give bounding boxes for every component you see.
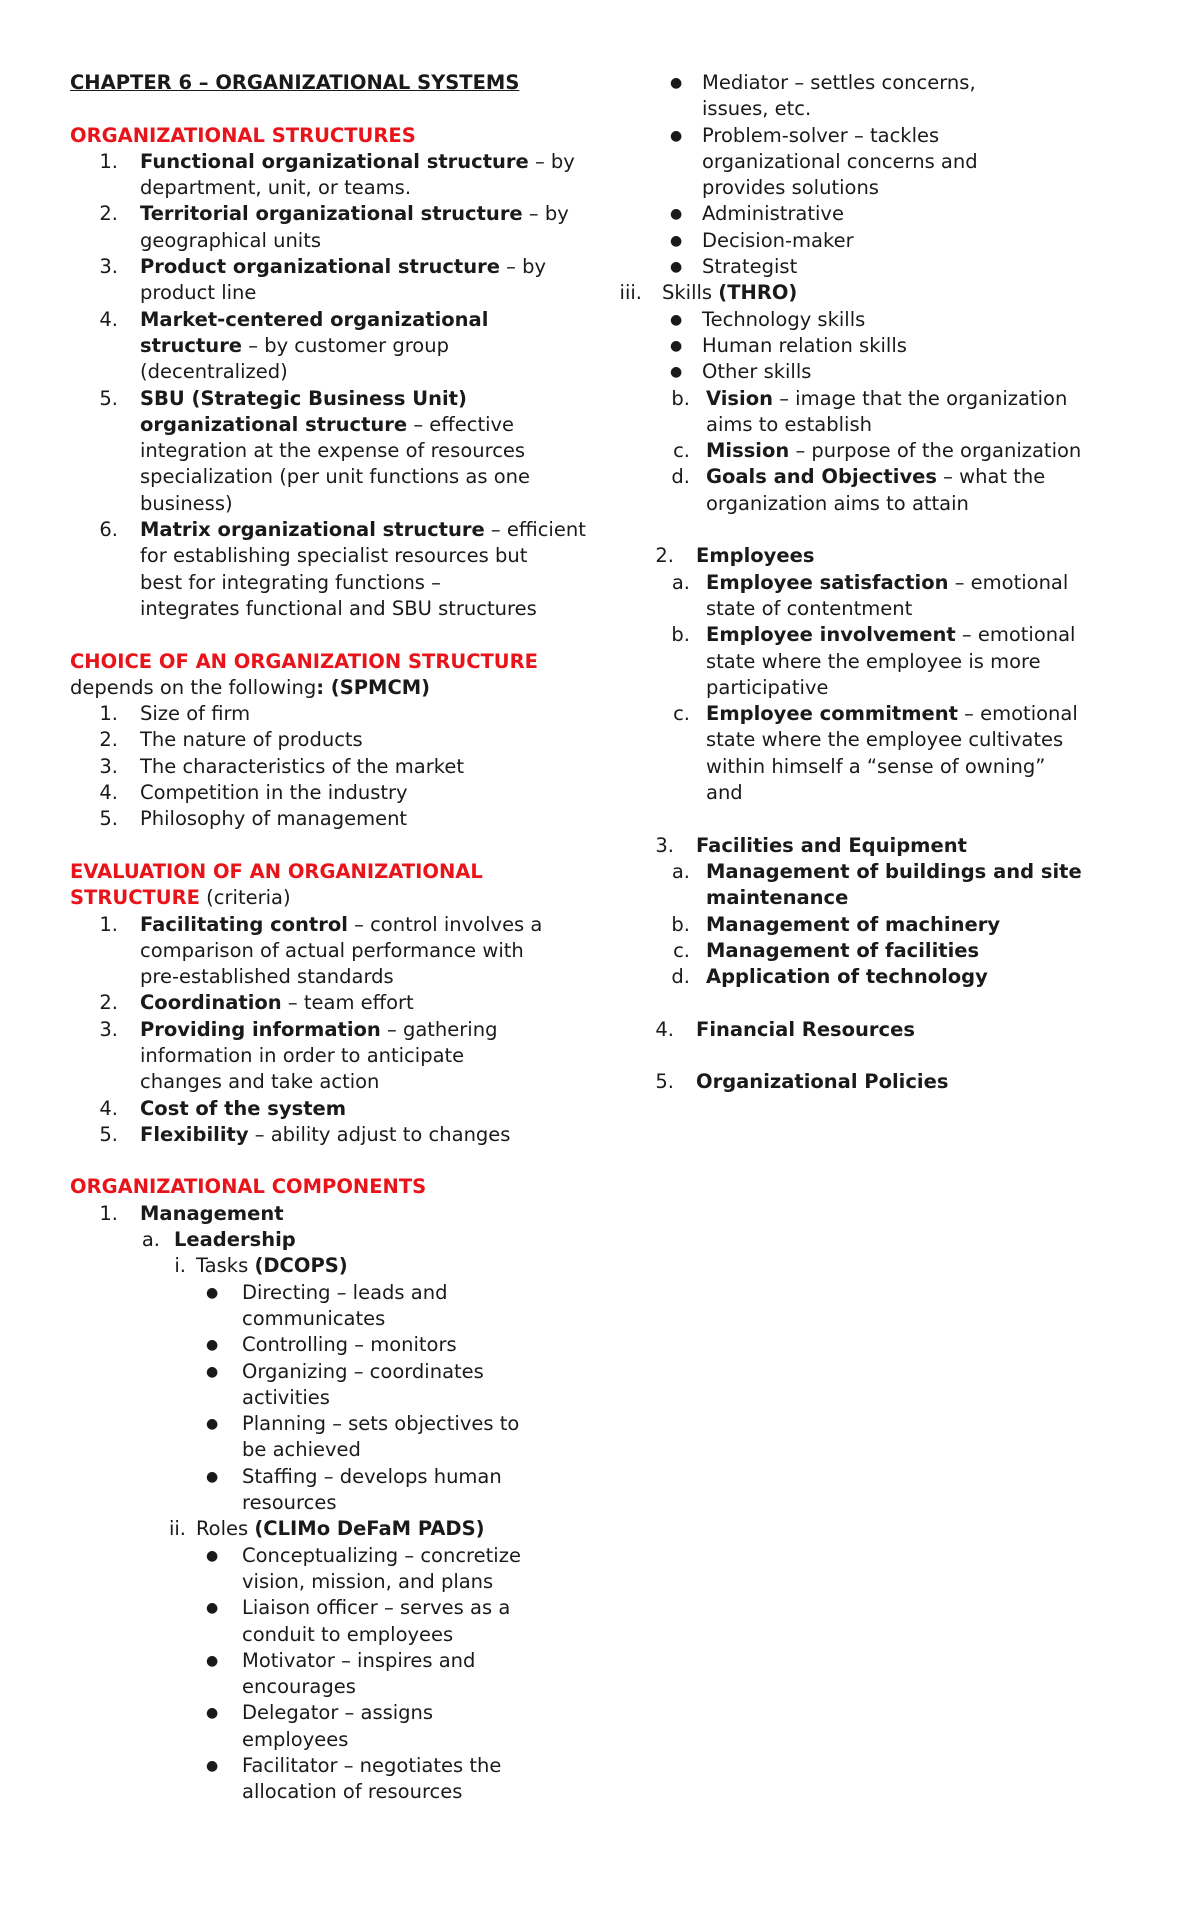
bullet-item: ● Facilitator – negotiates the xyxy=(70,1753,570,1779)
list-item-cont: business) xyxy=(140,491,233,515)
bullet-icon: ● xyxy=(670,232,683,249)
list-item: b. Employee involvement – emotional xyxy=(671,623,1076,647)
bullet-item: ● Planning – sets objectives to xyxy=(70,1411,570,1437)
bullet-icon: ● xyxy=(670,127,683,144)
list-item-roles: ii. Roles (CLIMo DeFaM PADS) xyxy=(168,1517,485,1541)
bullet-icon: ● xyxy=(206,1600,219,1617)
list-item: a. Management of buildings and site xyxy=(671,859,1082,883)
bullet-item: ● Mediator – settles concerns, xyxy=(662,70,1132,96)
section-heading-evaluation-2: STRUCTURE (criteria) xyxy=(70,886,291,910)
list-item-cont: and xyxy=(706,781,743,805)
bullet-icon: ● xyxy=(206,1416,219,1433)
bullet-icon: ● xyxy=(670,75,683,91)
bullet-item-cont: communicates xyxy=(242,1306,386,1330)
bullet-item: ● Controlling – monitors xyxy=(70,1332,570,1358)
bullet-icon: ● xyxy=(670,337,683,354)
list-item: 1. Functional organizational structure – by xyxy=(99,149,575,173)
bullet-item: ● Decision-maker xyxy=(662,228,1132,254)
list-item: 2. Territorial organizational structure – by xyxy=(99,202,569,226)
list-item: 6. Matrix organizational structure – efficient xyxy=(99,518,586,542)
list-item-cont: state where the employee cultivates xyxy=(706,728,1064,752)
bullet-icon: ● xyxy=(670,206,683,223)
bullet-item-cont: encourages xyxy=(242,1675,356,1699)
list-item-cont: integration at the expense of resources xyxy=(140,439,526,463)
list-item: a. Employee satisfaction – emotional xyxy=(671,570,1069,594)
list-item-cont: organizational structure – effective xyxy=(140,412,515,436)
list-item-mission: c. Mission – purpose of the organization xyxy=(673,439,1082,463)
right-column xyxy=(619,70,1132,1096)
list-item: c. Employee commitment – emotional xyxy=(673,702,1078,726)
list-item-cont: state of contentment xyxy=(706,596,913,620)
list-item-cont: maintenance xyxy=(706,886,849,910)
list-item: 4. Cost of the system xyxy=(99,1096,347,1120)
section-heading-structures: ORGANIZATIONAL STRUCTURES xyxy=(70,123,416,147)
list-item: 4. Market-centered organizational xyxy=(99,307,489,331)
section-heading-components: ORGANIZATIONAL COMPONENTS xyxy=(70,1175,427,1199)
left-column xyxy=(70,70,586,1806)
bullet-icon: ● xyxy=(206,1337,219,1354)
bullet-item: ● Delegator – assigns xyxy=(70,1700,570,1726)
bullet-item: ● Organizing – coordinates xyxy=(70,1359,570,1385)
list-item-cont: pre-established standards xyxy=(140,965,394,989)
list-item: 5. Flexibility – ability adjust to changes xyxy=(99,1122,511,1146)
bullet-item: ● Staffing – develops human xyxy=(70,1464,570,1490)
list-item-cont: (decentralized) xyxy=(140,360,288,384)
bullet-icon: ● xyxy=(206,1758,219,1774)
bullet-item-cont: employees xyxy=(242,1727,349,1751)
list-item-cont: product line xyxy=(140,281,257,305)
bullet-item-cont: be achieved xyxy=(242,1438,361,1462)
bullet-item-cont: vision, mission, and plans xyxy=(242,1569,494,1593)
bullet-item: ● Liaison officer – serves as a xyxy=(70,1595,570,1621)
list-item-cont: information in order to anticipate xyxy=(140,1043,465,1067)
list-item-facilities: 3. Facilities and Equipment xyxy=(655,833,967,857)
list-item-cont: geographical units xyxy=(140,228,322,252)
section-heading-evaluation: EVALUATION OF AN ORGANIZATIONAL xyxy=(70,859,483,883)
list-item: c. Management of facilities xyxy=(673,938,980,962)
list-item-leadership: a. Leadership xyxy=(141,1228,296,1252)
list-item-cont: structure – by customer group xyxy=(140,333,449,357)
list-item-cont: department, unit, or teams. xyxy=(140,176,412,200)
list-item-policies: 5. Organizational Policies xyxy=(655,1070,949,1094)
list-item-cont: best for integrating functions – xyxy=(140,570,441,594)
bullet-icon: ● xyxy=(670,364,683,381)
bullet-icon: ● xyxy=(206,1284,219,1301)
list-item-cont: participative xyxy=(706,675,829,699)
list-item-cont: state where the employee is more xyxy=(706,649,1041,673)
bullet-icon: ● xyxy=(206,1547,219,1564)
list-item-financial: 4. Financial Resources xyxy=(655,1017,915,1041)
bullet-item: ● Human relation skills xyxy=(662,333,1132,359)
list-item-cont: aims to establish xyxy=(706,412,872,436)
list-item: 3. The characteristics of the market xyxy=(99,754,464,778)
section-heading-choice: CHOICE OF AN ORGANIZATION STRUCTURE xyxy=(70,649,538,673)
list-item: 2. Coordination – team effort xyxy=(99,991,414,1015)
bullet-item-cont: resources xyxy=(242,1491,337,1515)
list-item-vision: b. Vision – image that the organization xyxy=(671,386,1068,410)
list-item-cont: comparison of actual performance with xyxy=(140,938,524,962)
list-item: 3. Product organizational structure – by xyxy=(99,255,547,279)
section-intro: depends on the following: (SPMCM) xyxy=(70,675,431,699)
bullet-item-cont: provides solutions xyxy=(702,176,879,200)
list-item-goals: d. Goals and Objectives – what the xyxy=(671,465,1046,489)
list-item: 1. Facilitating control – control involves a xyxy=(99,912,543,936)
bullet-icon: ● xyxy=(206,1363,219,1380)
list-item: 1. Size of firm xyxy=(99,702,251,726)
list-item-cont: integrates functional and SBU structures xyxy=(140,596,537,620)
bullet-item-cont: activities xyxy=(242,1385,330,1409)
bullet-item-cont: allocation of resources xyxy=(242,1780,463,1804)
list-item: 2. The nature of products xyxy=(99,728,363,752)
list-item: d. Application of technology xyxy=(671,965,988,989)
list-item: 5. Philosophy of management xyxy=(99,807,408,831)
bullet-icon: ● xyxy=(670,311,683,328)
bullet-item: ● Administrative xyxy=(662,201,1132,227)
list-item-cont: organization aims to attain xyxy=(706,491,969,515)
bullet-item: ● Other skills xyxy=(662,359,1132,385)
chapter-title: CHAPTER 6 – ORGANIZATIONAL SYSTEMS xyxy=(70,71,520,94)
bullet-icon: ● xyxy=(206,1705,219,1722)
bullet-item: ● Strategist xyxy=(662,254,1132,280)
list-item-cont: specialization (per unit functions as one xyxy=(140,465,530,489)
list-item-cont: for establishing specialist resources but xyxy=(140,544,528,568)
bullet-icon: ● xyxy=(206,1652,219,1669)
list-item-tasks: i. Tasks (DCOPS) xyxy=(174,1254,348,1278)
bullet-item: ● Directing – leads and xyxy=(70,1280,570,1306)
bullet-item-cont: issues, etc. xyxy=(702,97,812,121)
list-item-cont: within himself a “sense of owning” xyxy=(706,754,1046,778)
list-item: b. Management of machinery xyxy=(671,912,1001,936)
bullet-item: ● Conceptualizing – concretize xyxy=(70,1543,570,1569)
bullet-item-cont: organizational concerns and xyxy=(702,149,978,173)
bullet-item: ● Problem-solver – tackles xyxy=(662,123,1132,149)
list-item: 4. Competition in the industry xyxy=(99,781,408,805)
list-item: 3. Providing information – gathering xyxy=(99,1017,498,1041)
list-item: 5. SBU (Strategic Business Unit) xyxy=(99,386,467,410)
list-item-skills: iii. Skills (THRO) xyxy=(619,281,798,305)
list-item-management: 1. Management xyxy=(99,1201,284,1225)
bullet-item: ● Technology skills xyxy=(662,307,1132,333)
bullet-icon: ● xyxy=(670,259,683,276)
bullet-icon: ● xyxy=(206,1468,219,1485)
list-item-employees: 2. Employees xyxy=(655,544,815,568)
bullet-item: ● Motivator – inspires and xyxy=(70,1648,570,1674)
bullet-item-cont: conduit to employees xyxy=(242,1622,454,1646)
list-item-cont: changes and take action xyxy=(140,1070,380,1094)
